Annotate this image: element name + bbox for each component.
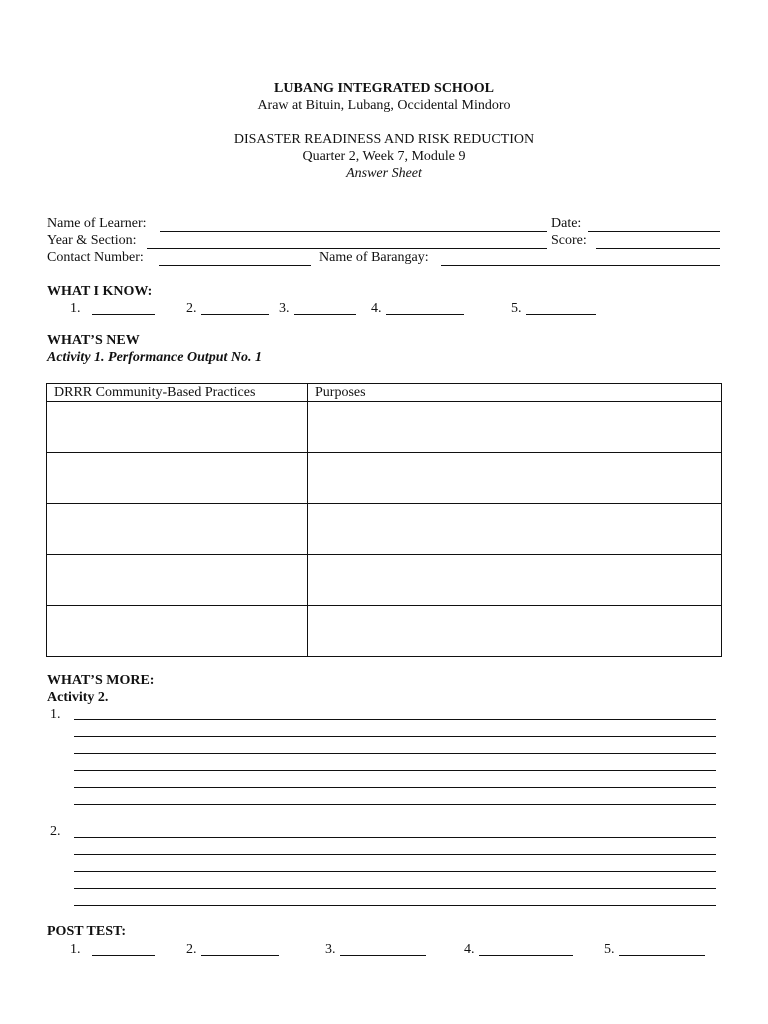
wik-answer-line[interactable] <box>201 300 269 315</box>
practice-cell[interactable] <box>47 402 308 453</box>
whats-more-heading: WHAT’S MORE: <box>47 673 155 688</box>
learner-name-row <box>47 216 723 233</box>
post-test-number: 5. <box>604 942 615 957</box>
answer-line[interactable] <box>74 905 716 906</box>
post-test-answer-line[interactable] <box>201 941 279 956</box>
post-test-heading: POST TEST: <box>47 924 126 939</box>
practice-cell[interactable] <box>47 504 308 555</box>
table-header-purposes: Purposes <box>308 384 722 402</box>
activity-2-item-number: 1. <box>50 707 61 722</box>
quarter-info: Quarter 2, Week 7, Module 9 <box>302 149 466 164</box>
post-test-answer-line[interactable] <box>619 941 705 956</box>
subject-title: DISASTER READINESS AND RISK REDUCTION <box>233 132 535 147</box>
wik-number: 5. <box>511 301 522 316</box>
contact-row <box>47 250 723 267</box>
answer-line[interactable] <box>74 854 716 855</box>
date-field[interactable] <box>588 231 720 232</box>
answer-line[interactable] <box>74 804 716 805</box>
answer-line[interactable] <box>74 871 716 872</box>
table-row <box>47 402 722 453</box>
contact-label: Contact Number: <box>47 250 144 265</box>
activity-1-title: Activity 1. Performance Output No. 1 <box>47 350 263 365</box>
answer-line[interactable] <box>74 736 716 737</box>
practice-cell[interactable] <box>47 555 308 606</box>
answer-line[interactable] <box>74 770 716 771</box>
score-field[interactable] <box>596 248 720 249</box>
purpose-cell[interactable] <box>308 402 722 453</box>
table-header-row <box>47 384 722 402</box>
wik-answer-line[interactable] <box>294 300 356 315</box>
score-label: Score: <box>551 233 587 248</box>
wik-answer-line[interactable] <box>92 300 155 315</box>
table-row <box>47 453 722 504</box>
school-address: Araw at Bituin, Lubang, Occidental Mindoro <box>257 98 511 113</box>
table-header-practices: DRRR Community-Based Practices <box>47 384 308 402</box>
document-type: Answer Sheet <box>346 166 422 181</box>
answer-line[interactable] <box>74 787 716 788</box>
wik-number: 2. <box>186 301 197 316</box>
post-test-answer-line[interactable] <box>92 941 155 956</box>
year-section-label: Year & Section: <box>47 233 137 248</box>
barangay-field[interactable] <box>441 265 720 266</box>
name-label: Name of Learner: <box>47 216 147 231</box>
wik-number: 1. <box>70 301 81 316</box>
wik-number: 3. <box>279 301 290 316</box>
post-test-number: 4. <box>464 942 475 957</box>
answer-line[interactable] <box>74 719 716 720</box>
answer-line[interactable] <box>74 888 716 889</box>
what-i-know-heading: WHAT I KNOW: <box>47 284 153 299</box>
date-label: Date: <box>551 216 582 231</box>
practices-table <box>46 383 722 657</box>
whats-new-heading: WHAT’S NEW <box>47 333 140 348</box>
post-test-number: 1. <box>70 942 81 957</box>
table-row <box>47 606 722 657</box>
practice-cell[interactable] <box>47 606 308 657</box>
answer-line[interactable] <box>74 837 716 838</box>
wik-number: 4. <box>371 301 382 316</box>
purpose-cell[interactable] <box>308 453 722 504</box>
post-test-answer-line[interactable] <box>340 941 426 956</box>
wik-answer-line[interactable] <box>386 300 464 315</box>
activity-2-title: Activity 2. <box>47 690 109 705</box>
name-field[interactable] <box>160 231 547 232</box>
barangay-label: Name of Barangay: <box>319 250 429 265</box>
answer-line[interactable] <box>74 753 716 754</box>
purpose-cell[interactable] <box>308 504 722 555</box>
post-test-number: 2. <box>186 942 197 957</box>
purpose-cell[interactable] <box>308 606 722 657</box>
wik-answer-line[interactable] <box>526 300 596 315</box>
school-name: LUBANG INTEGRATED SCHOOL <box>274 81 494 96</box>
practice-cell[interactable] <box>47 453 308 504</box>
year-section-field[interactable] <box>147 248 547 249</box>
activity-2-item-number: 2. <box>50 824 61 839</box>
purpose-cell[interactable] <box>308 555 722 606</box>
table-row <box>47 504 722 555</box>
year-section-row <box>47 233 723 250</box>
post-test-answer-line[interactable] <box>479 941 573 956</box>
table-row <box>47 555 722 606</box>
post-test-number: 3. <box>325 942 336 957</box>
contact-field[interactable] <box>159 265 311 266</box>
